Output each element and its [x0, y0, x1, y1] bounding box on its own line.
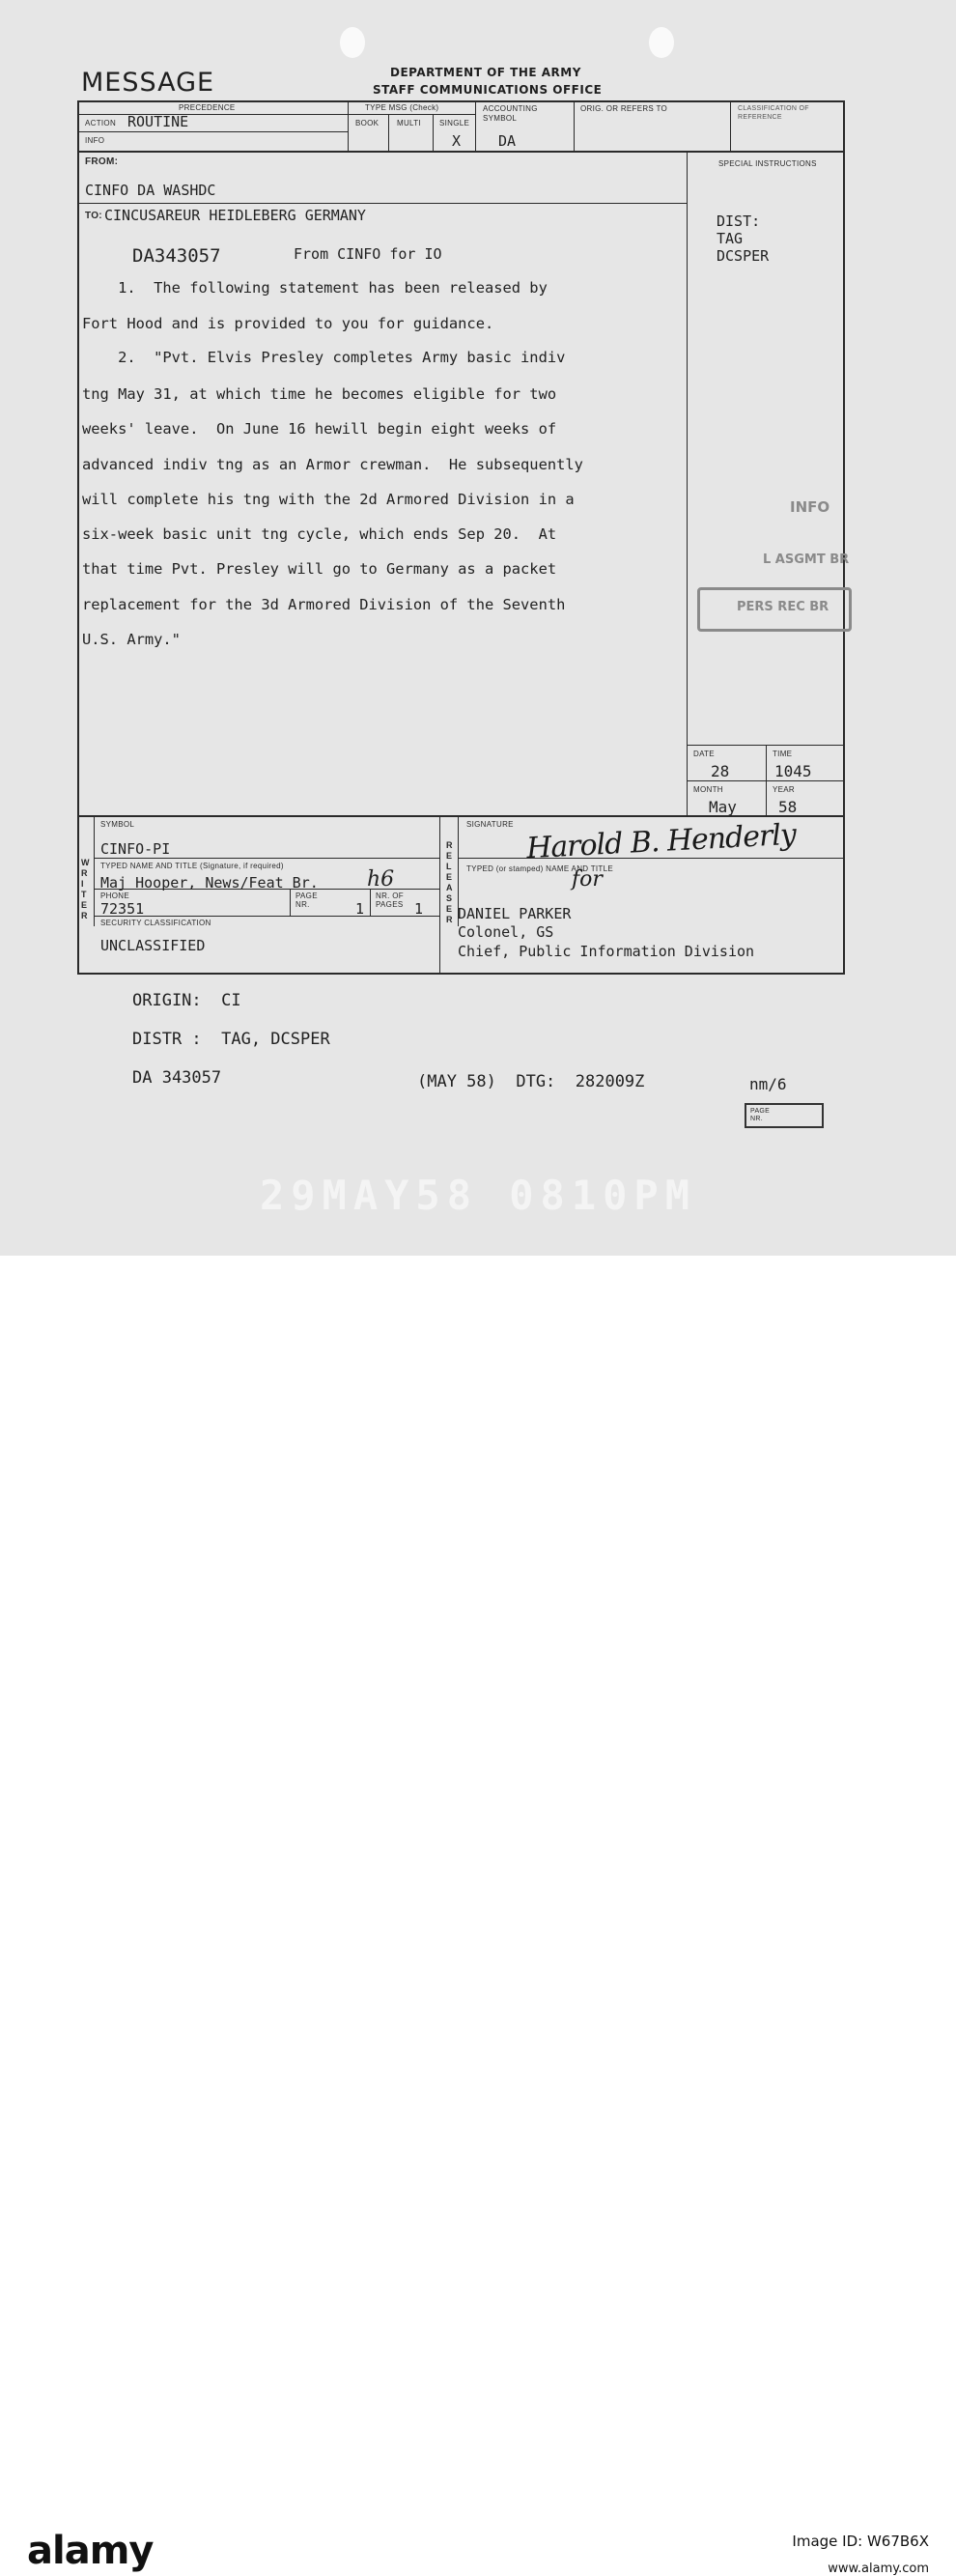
writer-name-value: Maj Hooper, News/Feat Br.: [100, 874, 319, 892]
symbol-value: CINFO-PI: [100, 840, 171, 858]
year-value: 58: [778, 798, 798, 816]
info-stamp: INFO: [790, 498, 830, 516]
symbol-label: SYMBOL: [100, 820, 135, 829]
month-label: MONTH: [693, 785, 723, 794]
signature-for: for: [572, 867, 603, 892]
precedence-label: PRECEDENCE: [179, 103, 236, 112]
asgmt-stamp: L ASGMT BR: [763, 552, 850, 567]
message-ref: DA343057: [132, 245, 221, 267]
message-line: six-week basic unit tng cycle, which ends Sep 20. At: [82, 525, 557, 543]
to-label: TO:: [85, 211, 102, 221]
single-check-value: X: [452, 132, 462, 150]
releaser-name: DANIEL PARKER: [458, 905, 572, 922]
single-label: SINGLE: [439, 119, 470, 127]
punch-hole-left: [340, 27, 365, 58]
book-label: BOOK: [355, 119, 380, 127]
dist-line-3: DCSPER: [717, 247, 770, 265]
stock-url: www.alamy.com: [828, 2562, 929, 2576]
accounting-value: DA: [498, 132, 517, 150]
office-name: STAFF COMMUNICATIONS OFFICE: [373, 83, 603, 97]
orig-refers-label: ORIG. OR REFERS TO: [580, 104, 668, 113]
nr-pages-label: NR. OF PAGES: [376, 892, 404, 909]
stock-image-id: Image ID: W67B6X: [792, 2533, 929, 2550]
date-label: DATE: [693, 750, 715, 758]
nr-pages-value: 1: [414, 900, 424, 918]
page-nr-box-label: PAGE NR.: [750, 1108, 771, 1122]
releaser-title: Chief, Public Information Division: [458, 943, 755, 960]
message-line: will complete his tng with the 2d Armored Division in a: [82, 491, 575, 508]
date-value: 28: [711, 762, 730, 780]
typed-name-label: TYPED (or stamped) NAME AND TITLE: [466, 864, 614, 873]
signature-label: SIGNATURE: [466, 820, 514, 829]
type-msg-label: TYPE MSG (Check): [365, 103, 439, 112]
punch-hole-right: [649, 27, 674, 58]
dtg-line: (MAY 58) DTG: 282009Z: [417, 1072, 645, 1091]
multi-label: MULTI: [397, 119, 421, 127]
security-label: SECURITY CLASSIFICATION: [100, 919, 211, 927]
dist-line-2: TAG: [717, 230, 744, 247]
footer-ref: DA 343057: [132, 1068, 222, 1088]
classification-label: CLASSIFICATION OF REFERENCE: [738, 105, 809, 121]
message-line: 2. "Pvt. Elvis Presley completes Army basic indiv: [82, 349, 566, 366]
month-value: May: [709, 798, 737, 816]
message-line: U.S. Army.": [82, 631, 181, 648]
message-from-line: From CINFO for IO: [294, 245, 442, 263]
accounting-label: ACCOUNTING SYMBOL: [483, 104, 538, 123]
to-value: CINCUSAREUR HEIDLEBERG GERMANY: [104, 207, 366, 224]
nm-line: nm/6: [749, 1075, 787, 1093]
releaser-side-label: RELEASER: [446, 840, 453, 924]
phone-label: PHONE: [100, 892, 129, 900]
message-line: Fort Hood and is provided to you for guidance.: [82, 315, 494, 332]
message-line: that time Pvt. Presley will go to Germany as a packet: [82, 560, 557, 578]
page-nr-value: 1: [355, 900, 365, 918]
time-label: TIME: [773, 750, 793, 758]
stock-logo: alamy: [27, 2529, 154, 2573]
pers-rec-stamp-box: [697, 587, 852, 632]
writer-side-label: WRITER: [81, 858, 90, 920]
message-line: weeks' leave. On June 16 hewill begin eight weeks of: [82, 420, 557, 438]
action-value: ROUTINE: [127, 113, 189, 130]
security-value: UNCLASSIFIED: [100, 937, 206, 954]
message-line: tng May 31, at which time he becomes eligible for two: [82, 385, 557, 403]
action-label: ACTION: [85, 119, 117, 127]
special-instructions-label: SPECIAL INSTRUCTIONS: [718, 159, 817, 168]
releaser-signature: Harold B. Henderly: [525, 817, 797, 866]
writer-initials: h6: [367, 867, 395, 892]
form-title: MESSAGE: [81, 68, 215, 98]
info-label: INFO: [85, 136, 105, 145]
distr-line: DISTR : TAG, DCSPER: [132, 1030, 330, 1049]
message-line: replacement for the 3d Armored Division of the Seventh: [82, 596, 566, 613]
writer-name-label: TYPED NAME AND TITLE (Signature, if required): [100, 862, 284, 870]
page-nr-label: PAGE NR.: [295, 892, 318, 909]
document-sheet: [0, 0, 956, 1256]
message-line: advanced indiv tng as an Armor crewman. He subsequently: [82, 456, 583, 473]
dist-line-1: DIST:: [717, 212, 761, 230]
origin-line: ORIGIN: CI: [132, 991, 241, 1010]
message-line: 1. The following statement has been released by: [82, 279, 548, 297]
department-name: DEPARTMENT OF THE ARMY: [390, 66, 581, 79]
phone-value: 72351: [100, 900, 145, 918]
releaser-rank: Colonel, GS: [458, 923, 554, 941]
from-label: FROM:: [85, 156, 119, 167]
page-nr-box: [745, 1103, 824, 1128]
stock-watermark-band: [0, 1256, 956, 2576]
received-date-stamp: 29MAY58 0810PM: [259, 1172, 696, 1219]
year-label: YEAR: [773, 785, 795, 794]
time-value: 1045: [774, 762, 812, 780]
from-value: CINFO DA WASHDC: [85, 182, 216, 199]
pers-rec-stamp: PERS REC BR: [737, 600, 829, 614]
